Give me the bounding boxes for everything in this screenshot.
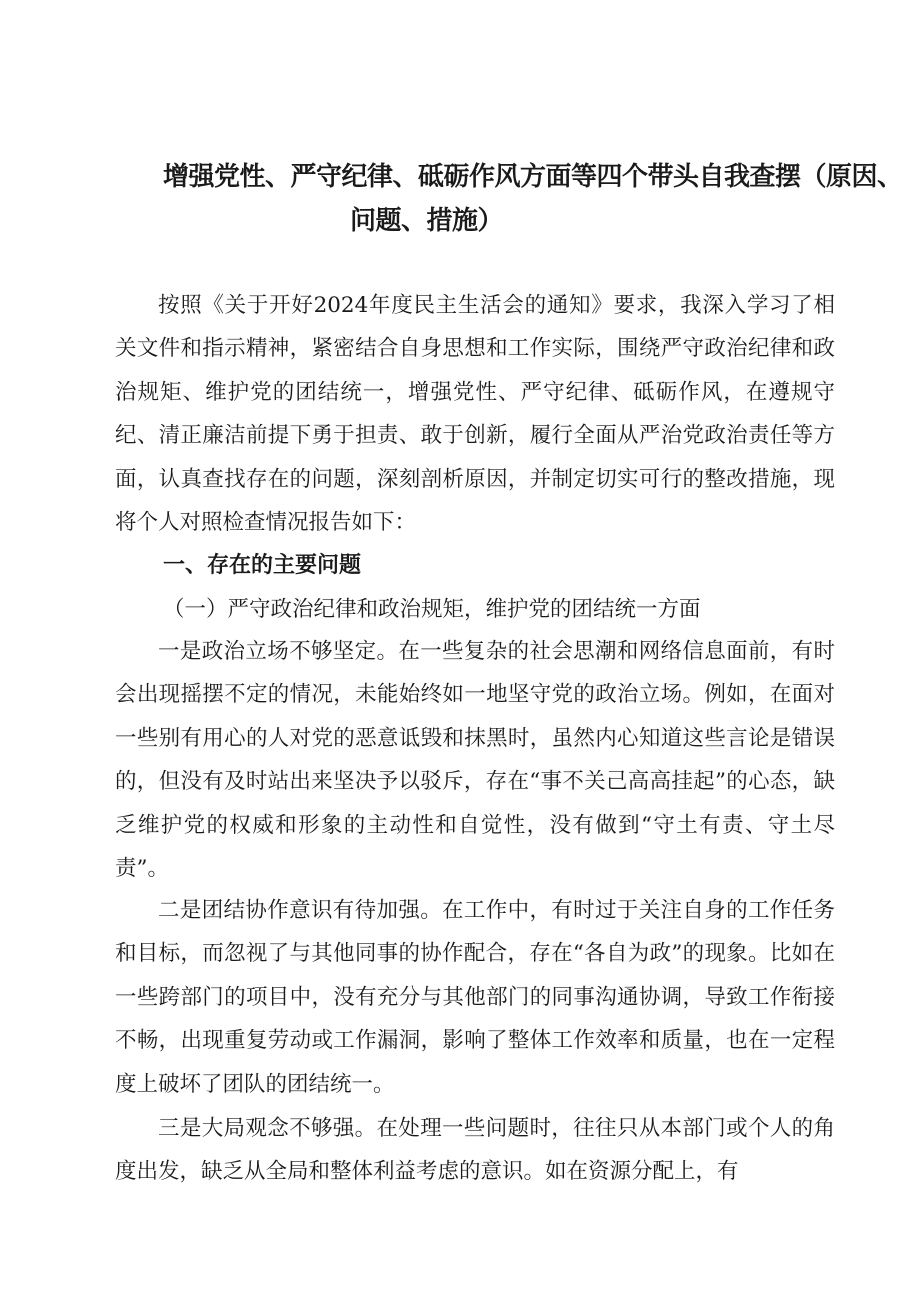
intro-paragraph: 按照《关于开好2024年度民主生活会的通知》要求，我深入学习了相关文件和指示精神，紧密结合自身思想和工作实际，围绕严守政治纪律和政治规矩、维护党的团结统一，增强党性、严守纪律、砥砺作风，在遵规守纪、清正廉洁前提下勇于担责、敢于创新，履行全面从严治党政治责任等方面，认真查找存在的问题，深刻剖析原因，并制定切实可行的整改措施，现将个人对照检查情况报告如下： — [115, 293, 835, 536]
paragraph-political-stance: 一是政治立场不够坚定。在一些复杂的社会思潮和网络信息面前，有时会出现摇摆不定的情况，未能始终如一地坚守党的政治立场。例如，在面对一些别有用心的人对党的恶意诋毁和抹黑时，虽然内心知道这些言论是错误的，但没有及时站出来坚决予以驳斥，存在“事不关己高高挂起”的心态，缺乏维护党的权威和形象的主动性和自觉性，没有做到“守土有责、守土尽责”。 — [115, 639, 835, 882]
subsection-heading-1: （一）严守政治纪律和政治规矩，维护党的团结统一方面 — [163, 597, 701, 622]
paragraph-teamwork: 二是团结协作意识有待加强。在工作中，有时过于关注自身的工作任务和目标，而忽视了与其他同事的协作配合，存在“各自为政”的现象。比如在一些跨部门的项目中，没有充分与其他部门的同事沟通协调，导致工作衔接不畅，出现重复劳动或工作漏洞，影响了整体工作效率和质量，也在一定程度上破坏了团队的团结统一。 — [115, 898, 835, 1097]
document-title-line2: 问题、措施） — [350, 206, 504, 236]
document-title-line1: 增强党性、严守纪律、砥砺作风方面等四个带头自我查摆（原因、 — [163, 162, 903, 192]
paragraph-big-picture: 三是大局观念不够强。在处理一些问题时，往往只从本部门或个人的角度出发，缺乏从全局和整体利益考虑的意识。如在资源分配上，有 — [115, 1116, 835, 1185]
section-heading-1: 一、存在的主要问题 — [163, 553, 362, 578]
